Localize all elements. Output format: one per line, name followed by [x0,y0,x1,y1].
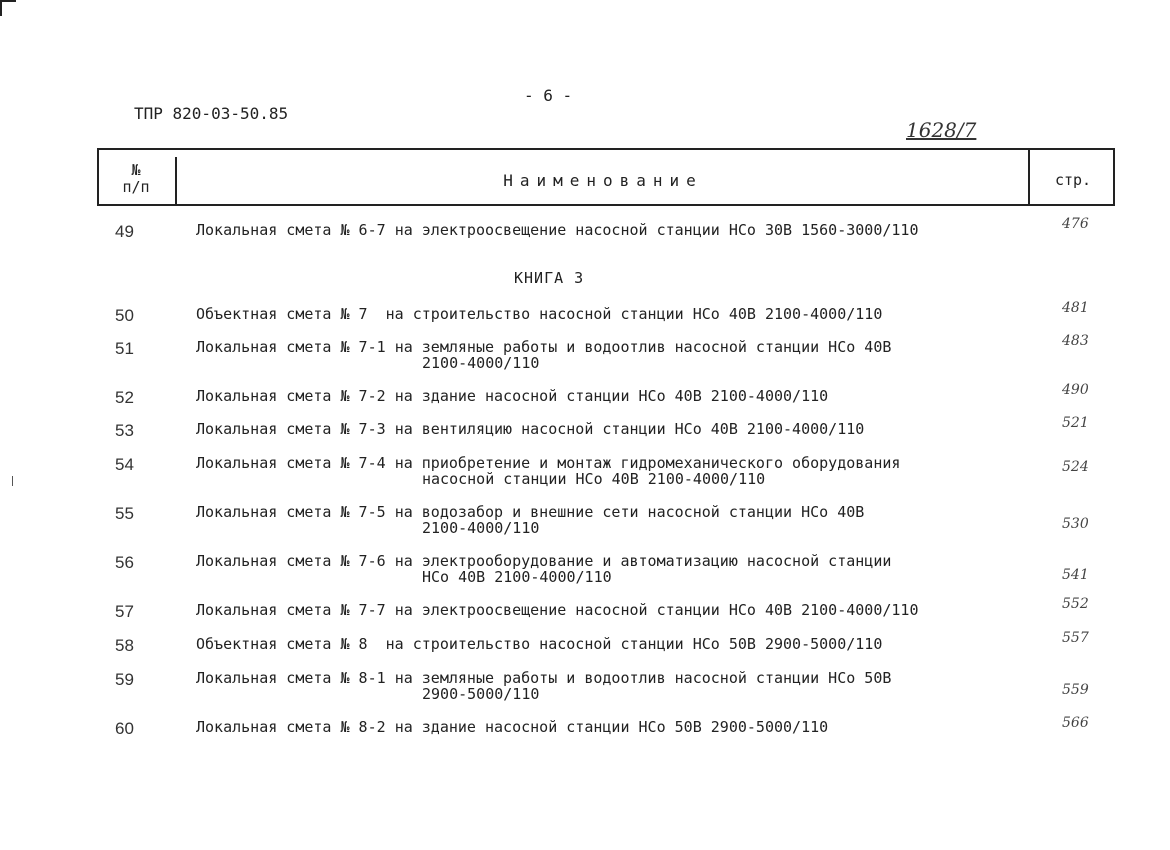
row-description [196,670,956,702]
column-header-number [100,162,172,196]
number-sign: № [131,161,141,179]
row-estimate-label: Локальная смета № 7-1 [196,338,386,356]
row-estimate-label: Локальная смета № 6-7 [196,221,386,239]
handwritten-note: 1628/7 [906,118,977,142]
row-estimate-label: Локальная смета № 7-4 [196,454,386,472]
row-description [196,339,956,371]
row-number: 58 [115,636,134,655]
row-page-number: 481 [1062,300,1089,316]
row-estimate-label: Локальная смета № 7-3 [196,420,386,438]
row-number: 52 [115,388,134,407]
row-page-number: 566 [1062,715,1089,731]
page-marker: - 6 - [524,86,573,105]
row-estimate-label: Объектная смета № 8 [196,635,377,653]
row-text: на электрооборудование и автоматизацию насосной станции [394,552,892,570]
row-description [196,421,956,437]
column-divider [175,157,177,206]
scan-corner-mark [0,0,16,16]
row-description [196,222,956,238]
row-number: 49 [115,222,134,241]
row-text-continuation: 2100-4000/110 [422,354,540,372]
row-number: 60 [115,719,134,738]
row-text: на здание насосной станции НСо 40В 2100-4000/110 [394,387,829,405]
row-description [196,602,956,618]
row-text: на электроосвещение насосной станции НСо 30В 1560-3000/110 [394,221,919,239]
row-text: на электроосвещение насосной станции НСо 40В 2100-4000/110 [394,601,919,619]
row-text: на строительство насосной станции НСо 50В 2900-5000/110 [385,635,883,653]
row-page-number: 557 [1062,630,1089,646]
row-description [196,455,956,487]
row-page-number: 490 [1062,382,1089,398]
row-text: на водозабор и внешние сети насосной станции НСо 40В [394,503,865,521]
row-text-continuation: 2900-5000/110 [422,685,540,703]
row-page-number: 476 [1062,216,1089,232]
row-number: 54 [115,455,134,474]
row-page-number: 552 [1062,596,1089,612]
scan-margin-tick [12,476,13,486]
section-title: КНИГА 3 [514,269,585,287]
row-page-number: 524 [1062,459,1089,475]
row-page-number: 521 [1062,415,1089,431]
row-number: 59 [115,670,134,689]
row-text: на приобретение и монтаж гидромеханического оборудования [394,454,901,472]
row-page-number: 483 [1062,333,1089,349]
column-header-name: Наименование [503,171,703,190]
row-text: на земляные работы и водоотлив насосной станции НСо 50В [394,669,892,687]
row-number: 57 [115,602,134,621]
document-code: ТПР 820-03-50.85 [134,104,289,123]
row-page-number: 541 [1062,567,1089,583]
row-text-continuation: НСо 40В 2100-4000/110 [422,568,612,586]
row-text: на вентиляцию насосной станции НСо 40В 2100-4000/110 [394,420,865,438]
row-page-number: 559 [1062,682,1089,698]
row-estimate-label: Локальная смета № 7-2 [196,387,386,405]
row-description [196,504,956,536]
row-text: на здание насосной станции НСо 50В 2900-5000/110 [394,718,829,736]
row-description [196,388,956,404]
row-estimate-label: Локальная смета № 7-5 [196,503,386,521]
column-header-page: стр. [1054,171,1092,189]
row-description [196,636,956,652]
row-text: на строительство насосной станции НСо 40В 2100-4000/110 [385,305,883,323]
row-text-continuation: 2100-4000/110 [422,519,540,537]
row-estimate-label: Локальная смета № 8-2 [196,718,386,736]
row-text: на земляные работы и водоотлив насосной станции НСо 40В [394,338,892,356]
row-text-continuation: насосной станции НСо 40В 2100-4000/110 [422,470,766,488]
row-description [196,553,956,585]
row-estimate-label: Локальная смета № 7-7 [196,601,386,619]
row-number: 50 [115,306,134,325]
row-number: 51 [115,339,134,358]
column-divider [1028,150,1030,206]
row-estimate-label: Локальная смета № 8-1 [196,669,386,687]
row-number: 53 [115,421,134,440]
row-estimate-label: Локальная смета № 7-6 [196,552,386,570]
number-abbrev: п/п [122,178,150,196]
row-description [196,719,956,735]
row-number: 55 [115,504,134,523]
row-estimate-label: Объектная смета № 7 [196,305,377,323]
row-description [196,306,956,322]
row-page-number: 530 [1062,516,1089,532]
row-number: 56 [115,553,134,572]
